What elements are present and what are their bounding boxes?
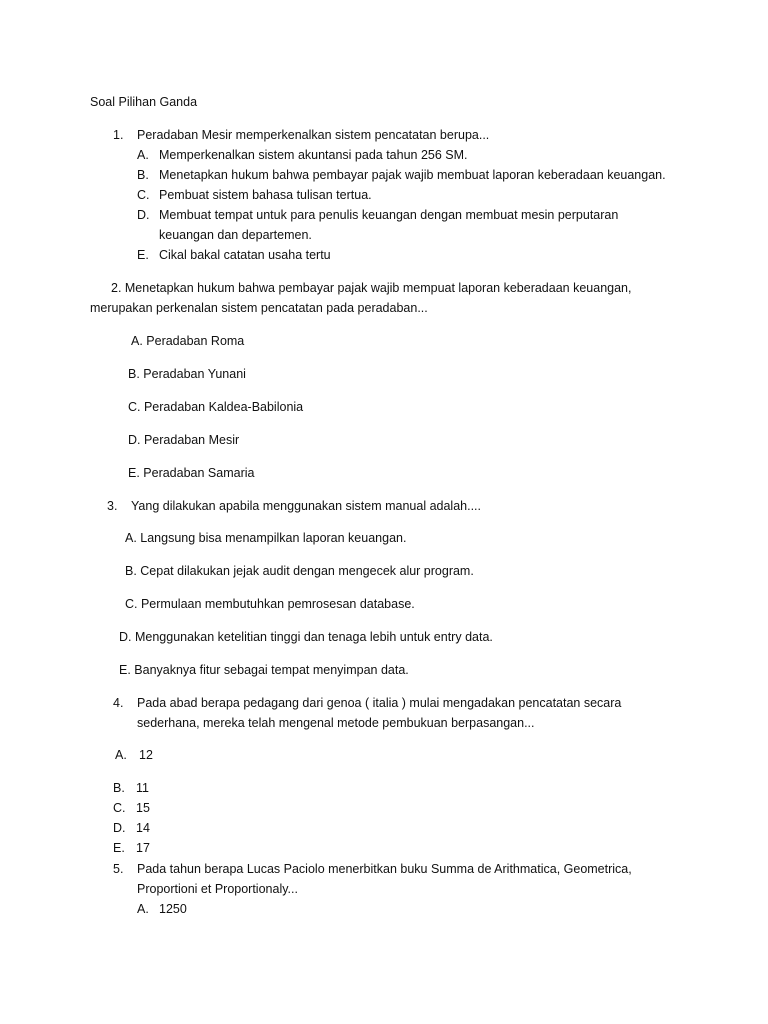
page-title: Soal Pilihan Ganda	[90, 95, 198, 109]
option-item: B. Cepat dilakukan jejak audit dengan mengecek alur program.	[125, 564, 474, 578]
option-item: D. Peradaban Mesir	[128, 433, 240, 447]
option-text: Pembuat sistem bahasa tulisan tertua.	[159, 188, 372, 202]
option-letter: E.	[137, 248, 149, 262]
option-text: 15	[136, 801, 150, 815]
option-text: Menetapkan hukum bahwa pembayar pajak wajib membuat laporan keberadaan keuangan.	[159, 168, 666, 182]
question-text: Peradaban Mesir memperkenalkan sistem pencatatan berupa...	[137, 128, 490, 142]
option-text: 1250	[159, 902, 187, 916]
question-number: 3.	[107, 499, 118, 513]
question-text: 2. Menetapkan hukum bahwa pembayar pajak wajib mempuat laporan keberadaan keuangan,	[111, 281, 632, 295]
question-number: 4.	[113, 696, 124, 710]
question-text-continued: merupakan perkenalan sistem pencatatan pada peradaban...	[90, 301, 428, 315]
option-letter: A.	[115, 748, 127, 762]
option-text-continued: keuangan dan departemen.	[159, 228, 312, 242]
question-text-continued: Proportioni et Proportionaly...	[137, 882, 298, 896]
option-letter: D.	[137, 208, 150, 222]
option-item: D. Menggunakan ketelitian tinggi dan tenaga lebih untuk entry data.	[119, 630, 493, 644]
option-text: 11	[136, 781, 149, 795]
option-letter: B.	[113, 781, 125, 795]
option-item: E. Banyaknya fitur sebagai tempat menyimpan data.	[119, 663, 409, 677]
option-item: C. Permulaan membutuhkan pemrosesan database.	[125, 597, 415, 611]
option-item: A. Peradaban Roma	[131, 334, 245, 348]
option-letter: A.	[137, 148, 149, 162]
option-text: Memperkenalkan sistem akuntansi pada tahun 256 SM.	[159, 148, 468, 162]
option-item: B. Peradaban Yunani	[128, 367, 246, 381]
option-letter: B.	[137, 168, 149, 182]
option-item: A. Langsung bisa menampilkan laporan keuangan.	[125, 531, 407, 545]
option-letter: E.	[113, 841, 125, 855]
option-text: Membuat tempat untuk para penulis keuangan dengan membuat mesin perputaran	[159, 208, 619, 222]
option-letter: C.	[113, 801, 126, 815]
question-text: Yang dilakukan apabila menggunakan sistem manual adalah....	[131, 499, 481, 513]
option-item: E. Peradaban Samaria	[128, 466, 255, 480]
option-item: C. Peradaban Kaldea-Babilonia	[128, 400, 304, 414]
question-number: 1.	[113, 128, 124, 142]
question-text: Pada abad berapa pedagang dari genoa ( italia ) mulai mengadakan pencatatan secara	[137, 696, 622, 710]
question-number: 5.	[113, 862, 124, 876]
option-letter: C.	[137, 188, 150, 202]
question-text-continued: sederhana, mereka telah mengenal metode pembukuan berpasangan...	[137, 716, 535, 730]
option-letter: D.	[113, 821, 126, 835]
option-text: 17	[136, 841, 150, 855]
question-text: Pada tahun berapa Lucas Paciolo menerbitkan buku Summa de Arithmatica, Geometrica,	[137, 862, 632, 876]
option-text: 12	[139, 748, 153, 762]
option-text: Cikal bakal catatan usaha tertu	[159, 248, 331, 262]
option-text: 14	[136, 821, 150, 835]
option-letter: A.	[137, 902, 149, 916]
